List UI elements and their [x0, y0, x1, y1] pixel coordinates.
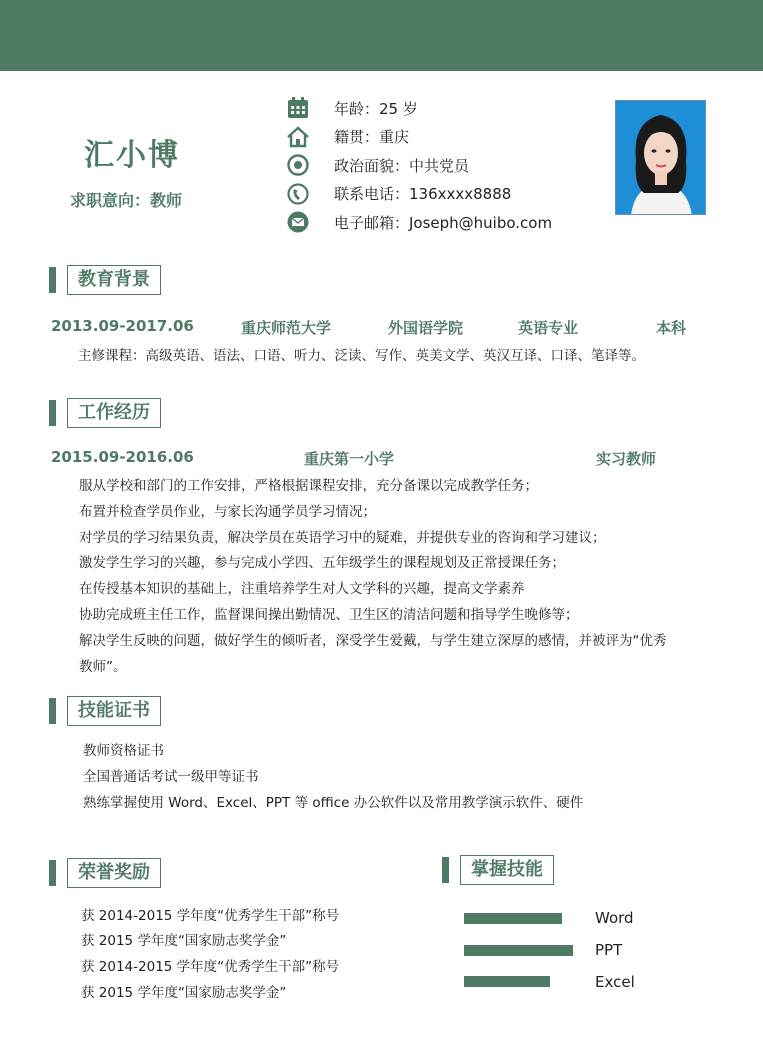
- top-banner: [0, 0, 763, 71]
- skill-bar-ppt: [464, 945, 573, 956]
- home-icon: [286, 125, 310, 149]
- education-major: 英语专业: [518, 319, 579, 337]
- location-pin-icon: [286, 153, 310, 177]
- education-courses: 主修课程：高级英语、语法、口语、听力、泛读、写作、英美文学、英汉互译、口译、笔译等。: [78, 348, 645, 364]
- honor-line: 获 2014-2015 学年度“优秀学生干部”称号: [81, 908, 340, 924]
- section-honors: [49, 858, 161, 888]
- section-title: 荣誉奖励: [67, 858, 161, 888]
- work-line: 在传授基本知识的基础上，注重培养学生对人文学科的兴趣，提高文学素养: [79, 581, 525, 597]
- work-line: 布置并检查学员作业，与家长沟通学员学习情况；: [79, 504, 376, 520]
- info-email: [286, 208, 552, 237]
- education-college: 外国语学院: [388, 319, 464, 337]
- profile-photo: [615, 100, 706, 215]
- info-age: [286, 94, 552, 123]
- work-company: 重庆第一小学: [304, 450, 395, 468]
- info-age-text: 年龄：25 岁: [334, 99, 418, 118]
- section-skills: [442, 855, 554, 885]
- skill-label-excel: Excel: [595, 973, 635, 991]
- section-title: 教育背景: [67, 265, 161, 295]
- job-objective: 求职意向：教师: [70, 191, 183, 210]
- info-hometown-text: 籍贯：重庆: [334, 128, 410, 147]
- calendar-icon: [286, 96, 310, 120]
- work-line: 解决学生反映的问题，做好学生的倾听者，深受学生爱戴，与学生建立深厚的感情，并被评为“优秀: [79, 633, 667, 649]
- cert-line: 教师资格证书: [83, 743, 164, 759]
- work-line: 激发学生学习的兴趣，参与完成小学四、五年级学生的课程规划及正常授课任务；: [79, 555, 565, 571]
- personal-info: [286, 94, 552, 237]
- section-work: [49, 398, 161, 428]
- work-role: 实习教师: [596, 450, 657, 468]
- education-degree: 本科: [656, 319, 687, 337]
- work-line: 教师”。: [79, 659, 127, 675]
- cert-line: 全国普通话考试一级甲等证书: [83, 769, 259, 785]
- section-education: [49, 265, 161, 295]
- candidate-name: 汇小博: [84, 138, 180, 173]
- info-email-text: 电子邮箱：Joseph@huibo.com: [334, 213, 553, 232]
- section-title: 掌握技能: [460, 855, 554, 885]
- section-marker: [49, 698, 56, 724]
- honor-line: 获 2014-2015 学年度“优秀学生干部”称号: [81, 959, 340, 975]
- phone-icon: [286, 182, 310, 206]
- info-hometown: [286, 123, 552, 152]
- skill-bar-word: [464, 913, 562, 924]
- cert-line: 熟练掌握使用 Word、Excel、PPT 等 office 办公软件以及常用教学演示软件、硬件: [83, 795, 584, 811]
- section-title: 工作经历: [67, 398, 161, 428]
- info-phone-text: 联系电话：136xxxx8888: [334, 185, 512, 204]
- info-political-text: 政治面貌：中共党员: [334, 156, 470, 175]
- section-marker: [442, 857, 449, 883]
- skill-bar-excel: [464, 976, 550, 987]
- work-line: 协助完成班主任工作，监督课间操出勤情况、卫生区的清洁问题和指导学生晚修等；: [79, 607, 579, 623]
- section-marker: [49, 860, 56, 886]
- info-political: [286, 151, 552, 180]
- info-phone: [286, 180, 552, 209]
- section-marker: [49, 400, 56, 426]
- honor-line: 获 2015 学年度“国家励志奖学金”: [81, 985, 287, 1001]
- section-title: 技能证书: [67, 696, 161, 726]
- section-certificates: [49, 696, 161, 726]
- section-marker: [49, 267, 56, 293]
- work-date: 2015.09-2016.06: [51, 448, 194, 466]
- work-line: 服从学校和部门的工作安排，严格根据课程安排，充分备课以完成教学任务；: [79, 478, 538, 494]
- skill-label-word: Word: [595, 909, 634, 927]
- education-school: 重庆师范大学: [241, 319, 332, 337]
- skill-label-ppt: PPT: [595, 941, 623, 959]
- mail-icon: [286, 210, 310, 234]
- education-date: 2013.09-2017.06: [51, 317, 194, 335]
- work-line: 对学员的学习结果负责，解决学员在英语学习中的疑难，并提供专业的咨询和学习建议；: [79, 530, 606, 546]
- honor-line: 获 2015 学年度“国家励志奖学金”: [81, 933, 287, 949]
